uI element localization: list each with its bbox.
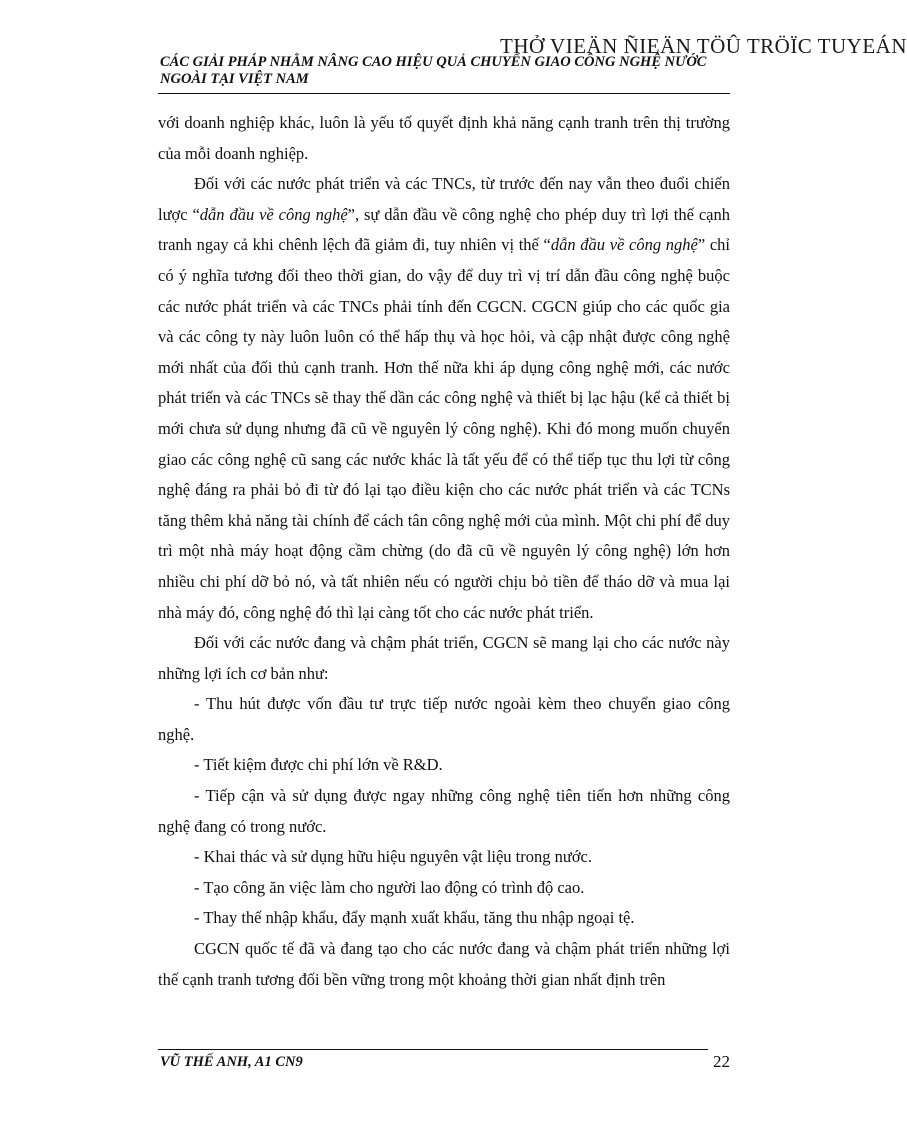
paragraph-text: ” chỉ có ý nghĩa tương đối theo thời gian, do vậy để duy trì vị trí dẫn đầu công nghệ buộc các nước phát triển và các TNCs phải tính đến CGCN. CGCN giúp cho các quốc gia và các công ty này luôn luôn có thể hấp thụ và học hỏi, và cập nhật được công nghệ mới nhất của đối thủ cạnh tranh. Hơn thế nữa khi áp dụng công nghệ mới, các nước phát triển và các TNCs sẽ thay thế dần các công nghệ và thiết bị lạc hậu (kể cả thiết bị mới chưa sử dụng nhưng đã cũ về nguyên lý công nghệ). Khi đó mong muốn chuyển giao các công nghệ cũ sang các nước khác là tất yếu để có thể tiếp tục thu lợi từ công nghệ đáng ra phải bỏ đi từ đó lại tạo điều kiện cho các nước phát triển và các TCNs tăng thêm khả năng tài chính để cách tân công nghệ mới của mình. Một chi phí để duy trì một nhà máy hoạt động cầm chừng (do đã cũ về nguyên lý công nghệ) lớn hơn nhiều chi phí dỡ bỏ nó, và tất nhiên nếu có người chịu bỏ tiền để tháo dỡ và mua lại nhà máy đó, công nghệ đó thì lại càng tốt cho các nước phát triển. — [158, 235, 731, 622]
footer-author: VŨ THẾ ANH, A1 CN9 — [160, 1054, 303, 1070]
bullet-item: - Khai thác và sử dụng hữu hiệu nguyên vật liệu trong nước. — [194, 847, 593, 867]
page-number: 22 — [713, 1052, 730, 1071]
emphasis-text: dẫn đầu về công nghệ — [550, 235, 698, 255]
footer-divider — [158, 1049, 708, 1050]
bullet-item: - Thu hút được vốn đầu tư trực tiếp nước ngoài kèm theo chuyển giao công nghệ. — [158, 694, 730, 744]
bullet-item: - Thay thế nhập khẩu, đẩy mạnh xuất khẩu, tăng thu nhập ngoại tệ. — [194, 908, 635, 928]
bullet-item: - Tiết kiệm được chi phí lớn về R&D. — [194, 755, 443, 775]
paragraph-continuation: với doanh nghiệp khác, luôn là yếu tố quyết định khả năng cạnh tranh trên thị trường của mỗi doanh nghiệp. — [158, 113, 730, 163]
running-header-title: CÁC GIẢI PHÁP NHẰM NÂNG CAO HIỆU QUẢ CHUYỂN GIAO CÔNG NGHỆ NƯỚC NGOÀI TẠI VIỆT NAM — [160, 54, 707, 87]
paragraph-international-cgcn: CGCN quốc tế đã và đang tạo cho các nước đang và chậm phát triển những lợi thế cạnh tranh tương đối bền vững trong một khoảng thời gian nhất định trên — [158, 939, 730, 989]
paragraph-developing-countries: Đối với các nước đang và chậm phát triển, CGCN sẽ mang lại cho các nước này những lợi ích cơ bản như: — [158, 633, 730, 683]
paragraph-text: Đối với các nước phát triển và các TNCs, từ trước đến nay vẫn theo đuổi chiến lược “ — [158, 174, 730, 224]
paragraph-text: ”, sự dẫn đầu về công nghệ cho phép duy trì lợi thế cạnh tranh ngay cả khi chênh lệch đã giảm đi, tuy nhiên vị thế “ — [158, 204, 730, 255]
header-divider — [158, 93, 730, 94]
page-body — [158, 108, 730, 995]
bullet-item: - Tạo công ăn việc làm cho người lao động có trình độ cao. — [194, 877, 585, 897]
paragraph-developed-countries — [158, 169, 730, 628]
bullet-item: - Tiếp cận và sử dụng được ngay những công nghệ tiên tiến hơn những công nghệ đang có trong nước. — [158, 786, 730, 836]
emphasis-text: dẫn đầu về công nghệ — [199, 204, 348, 224]
watermark-text: THỞ VIEÄN ÑIEÄN TÖÛ TRÖÏC TUYEÁN — [500, 34, 907, 58]
